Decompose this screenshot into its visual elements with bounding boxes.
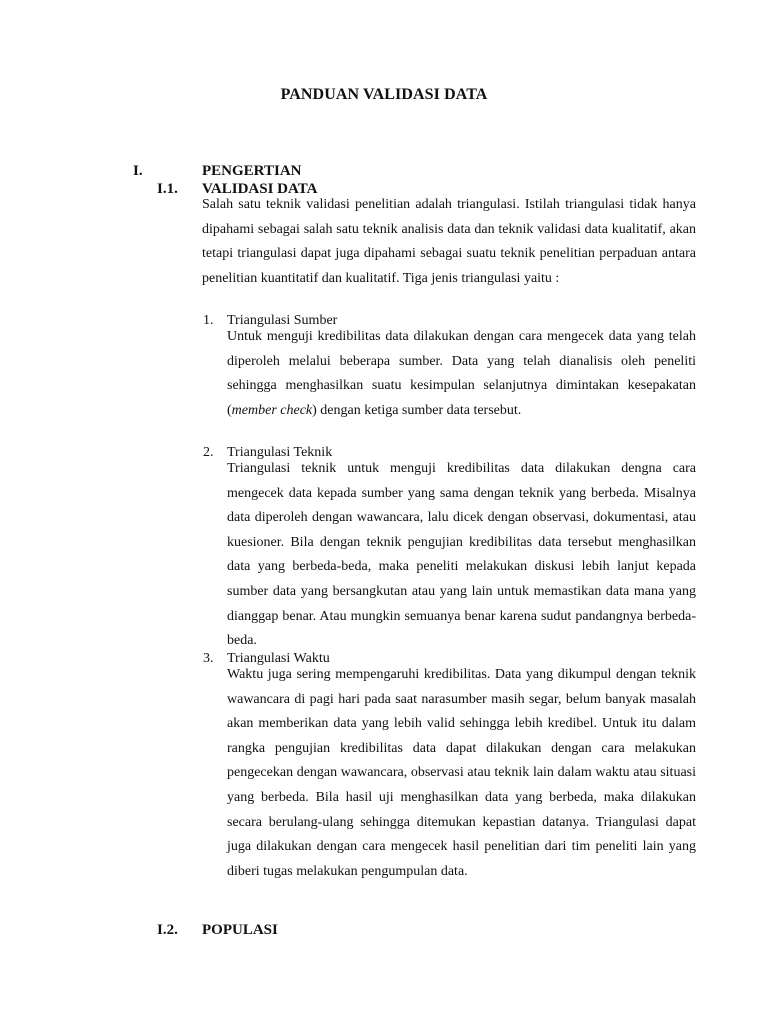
list-item-title: Triangulasi Teknik xyxy=(227,445,333,460)
page-title: PANDUAN VALIDASI DATA xyxy=(280,86,488,103)
section-title: PENGERTIAN xyxy=(202,163,302,179)
body-text: ) dengan ketiga sumber data tersebut. xyxy=(312,402,522,418)
subsection-number: I.2. xyxy=(157,922,178,938)
subsection-title: VALIDASI DATA xyxy=(202,181,318,197)
list-item-number: 2. xyxy=(203,445,214,460)
subsection-title: POPULASI xyxy=(202,922,278,938)
list-item-title: Triangulasi Waktu xyxy=(227,651,330,666)
intro-paragraph: Salah satu teknik validasi penelitian adalah triangulasi. Istilah triangulasi tidak hanya dipahami sebagai salah satu teknik analisis data dan teknik validasi data kualitatif, akan tetapi triangulasi dapat juga dipahami sebagai suatu teknik penelitian perpaduan antara penelitian kuantitatif dan kualitatif. Tiga jenis triangulasi yaitu : xyxy=(202,197,696,286)
list-item-body: Triangulasi teknik untuk menguji kredibilitas data dilakukan dengna cara mengecek data kepada sumber yang sama dengan teknik yang berbeda. Misalnya data diperoleh dengan wawancara, lalu dicek dengan observasi, dokumentasi, atau kuesioner. Bila dengan teknik pengujian kredibilitas data tersebut menghasilkan data yang berbeda-beda, maka peneliti melakukan diskusi lebih lanjut kepada sumber data yang bersangkutan atau yang lain untuk memastikan data mana yang dianggap benar. Atau mungkin semuanya benar karena sudut pandangnya berbeda-beda. xyxy=(227,461,696,649)
list-item-title: Triangulasi Sumber xyxy=(227,313,338,328)
list-item-number: 3. xyxy=(203,651,214,666)
list-item-body xyxy=(227,325,696,423)
body-text: Untuk menguji kredibilitas data dilakukan dengan cara mengecek data yang telah diperoleh melalui beberapa sumber. Data yang telah dianalisis oleh peneliti sehingga menghasilkan suatu kesimpulan selanjutnya dimintakan kesepakatan ( xyxy=(227,329,696,418)
subsection-number: I.1. xyxy=(157,181,178,197)
section-number: I. xyxy=(133,163,143,179)
emphasized-term: member check xyxy=(231,402,313,418)
list-item-body: Waktu juga sering mempengaruhi kredibilitas. Data yang dikumpul dengan teknik wawancara di pagi hari pada saat narasumber masih segar, belum banyak masalah akan memberikan data yang lebih valid sehingga lebih kredibel. Untuk itu dalam rangka pengujian kredibilitas data dapat dilakukan dengan cara melakukan pengecekan dengan wawancara, observasi atau teknik lain dalam waktu atau situasi yang berbeda. Bila hasil uji menghasilkan data yang berbeda, maka dilakukan secara berulang-ulang sehingga ditemukan kepastian datanya. Triangulasi dapat juga dilakukan dengan cara mengecek hasil penelitian dari tim peneliti lain yang diberi tugas melakukan pengumpulan data. xyxy=(227,667,696,879)
list-item-number: 1. xyxy=(203,313,214,328)
